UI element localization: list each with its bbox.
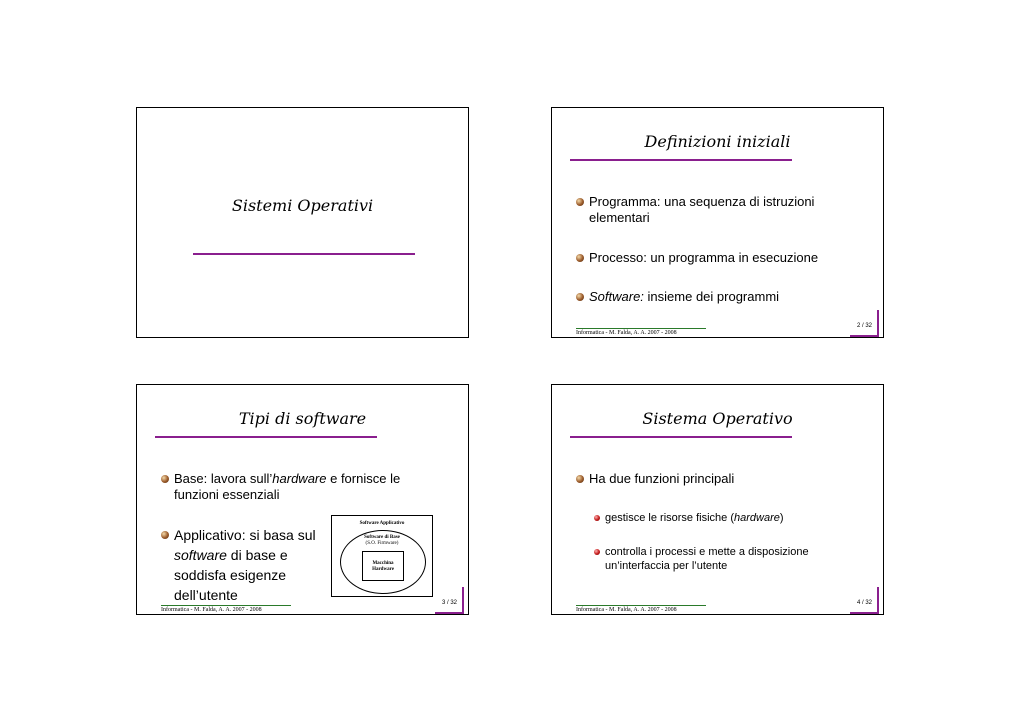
slide-2 [551, 107, 884, 338]
bullet-text: Ha due funzioni principali [589, 471, 735, 486]
page-number: 3 / 32 [442, 600, 458, 606]
sub-bullet-icon [594, 515, 600, 521]
diagram-hardware-box [362, 551, 404, 581]
corner-decoration [462, 587, 464, 614]
bullet-italic-text: software [174, 547, 227, 563]
sub-bullet-icon [594, 549, 600, 555]
slide-title: Definizioni iniziali [644, 132, 791, 151]
slide-footer: Informatica - M. Falda, A. A. 2007 - 2008 [576, 328, 706, 336]
corner-decoration [877, 310, 879, 337]
bullet-item [589, 471, 859, 487]
bullet-italic-text: Software: [589, 289, 644, 304]
slide-title: Sistema Operativo [642, 409, 793, 428]
bullet-item [589, 194, 859, 226]
corner-decoration [850, 612, 879, 614]
bullet-italic-text: hardware [734, 512, 780, 524]
title-underline [570, 436, 792, 438]
slide-footer: Informatica - M. Falda, A. A. 2007 - 2008 [161, 605, 291, 613]
bullet-item [589, 289, 859, 305]
bullet-icon [576, 475, 584, 483]
bullet-text: Processo: un programma in esecuzione [589, 250, 819, 265]
slide-1 [136, 107, 469, 338]
bullet-icon [161, 475, 169, 483]
diagram-label: (S.O. Firmware) [365, 541, 399, 546]
diagram-label: Software di Base [364, 535, 400, 540]
bullet-icon [161, 531, 169, 539]
bullet-text: Applicativo: si basa sul [174, 527, 316, 543]
bullet-text: dell’utente [174, 587, 238, 603]
diagram-label: Hardware [372, 567, 394, 572]
software-layers-diagram [331, 515, 433, 597]
bullet-icon [576, 293, 584, 301]
page-number: 4 / 32 [857, 600, 873, 606]
bullet-text: Base: lavora sull’ [174, 471, 273, 486]
bullet-item [174, 525, 324, 605]
slide-3 [136, 384, 469, 615]
sub-bullet-item [605, 511, 865, 525]
title-underline [570, 159, 792, 161]
page-number: 2 / 32 [857, 323, 873, 329]
bullet-icon [576, 198, 584, 206]
slide-4 [551, 384, 884, 615]
corner-decoration [435, 612, 464, 614]
slide-title: Tipi di software [238, 409, 367, 428]
title-underline [155, 436, 377, 438]
bullet-text: ) [779, 512, 784, 524]
diagram-label: Software Applicativo [359, 521, 405, 526]
bullet-icon [576, 254, 584, 262]
bullet-item [589, 250, 859, 266]
bullet-text: insieme dei programmi [647, 289, 780, 304]
corner-decoration [877, 587, 879, 614]
bullet-text: controlla i processi e mette a disposizione un’interfaccia per l’utente [605, 546, 809, 572]
slide-title: Sistemi Operativi [231, 196, 374, 215]
bullet-item [174, 471, 444, 503]
slide-footer: Informatica - M. Falda, A. A. 2007 - 2008 [576, 605, 706, 613]
bullet-italic-text: hardware [272, 471, 327, 486]
bullet-text: e fornisce le funzioni essenziali [174, 471, 401, 502]
corner-decoration [850, 335, 879, 337]
bullet-text: Programma: una sequenza di istruzioni elementari [589, 194, 815, 225]
bullet-text: di base e [226, 547, 288, 563]
title-underline [193, 253, 415, 255]
bullet-text-line [174, 545, 324, 565]
bullet-text: gestisce le risorse fisiche ( [605, 512, 734, 524]
bullet-text: soddisfa esigenze [174, 567, 287, 583]
diagram-label: Macchina [372, 561, 394, 566]
sub-bullet-item [605, 545, 850, 573]
